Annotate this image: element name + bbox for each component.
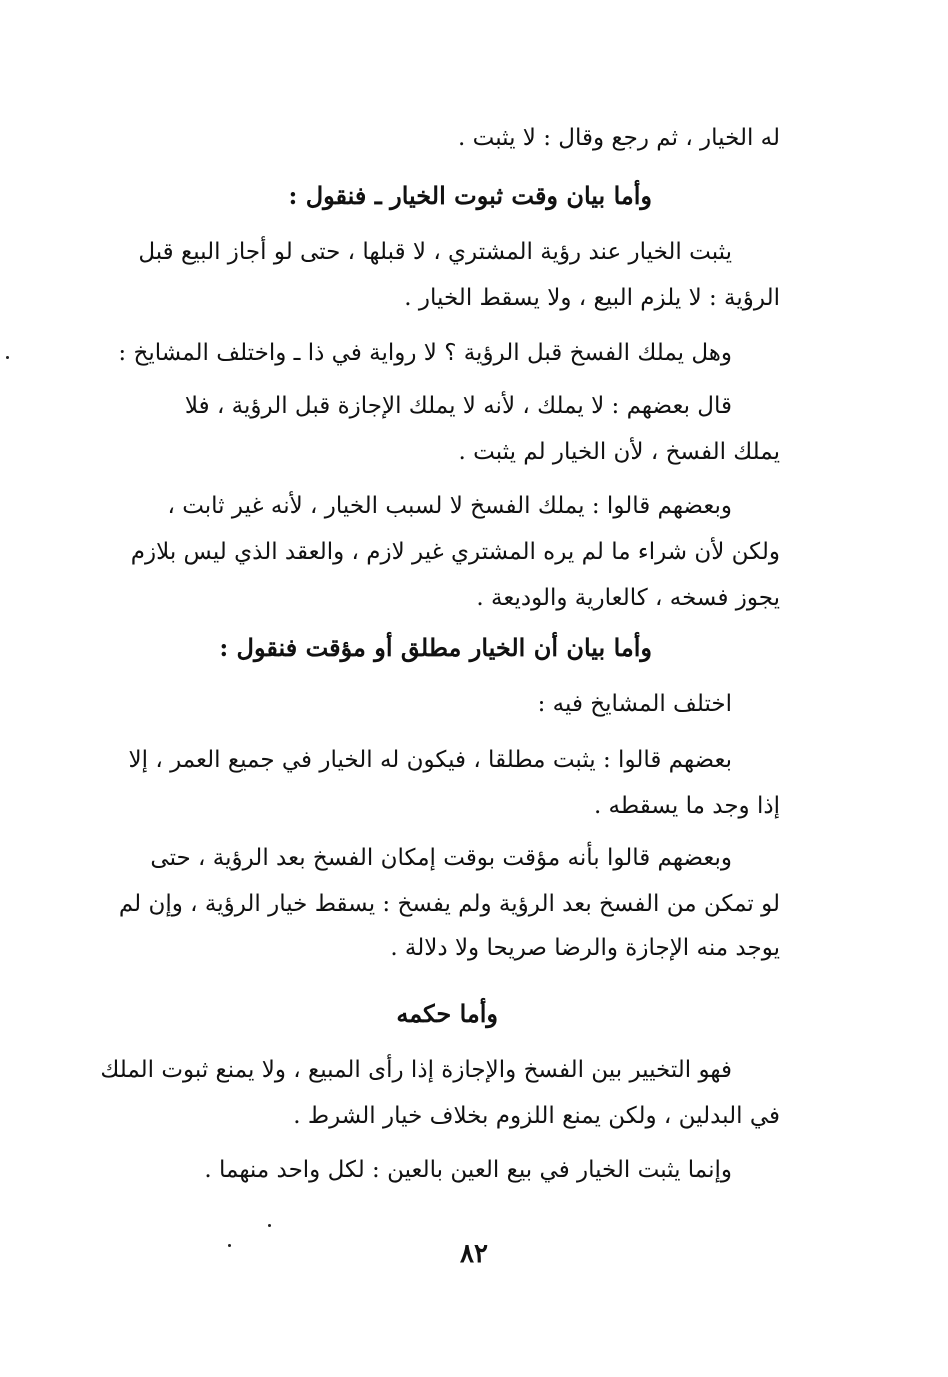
section-heading: وأما بيان أن الخيار مطلق أو مؤقت فنقول : [219,633,652,662]
scan-speck [228,1244,231,1247]
section-heading: وأما حكمه [396,999,498,1028]
text-line: وبعضهم قالوا : يملك الفسخ لا لسبب الخيار ، لأنه غير ثابت ، [167,493,732,519]
text-line: إذا وجد ما يسقطه . [593,793,780,819]
text-line: لو تمكن من الفسخ بعد الرؤية ولم يفسخ : يسقط خيار الرؤية ، وإن لم [118,891,780,917]
text-line: يوجد منه الإجازة والرضا صريحا ولا دلالة . [390,935,780,961]
scan-speck [6,356,9,359]
text-line: يملك الفسخ ، لأن الخيار لم يثبت . [458,439,780,465]
section-heading: وأما بيان وقت ثبوت الخيار ـ فنقول : [288,181,652,210]
page-number: ٨٢ [460,1239,488,1269]
text-line: له الخيار ، ثم رجع وقال : لا يثبت . [458,125,780,151]
text-line: قال بعضهم : لا يملك ، لأنه لا يملك الإجازة قبل الرؤية ، فلا [184,393,732,419]
text-line: ولكن لأن شراء ما لم يره المشتري غير لازم ، والعقد الذي ليس بلازم [130,539,780,565]
scan-speck [268,1224,271,1227]
text-line: فهو التخيير بين الفسخ والإجازة إذا رأى المبيع ، ولا يمنع ثبوت الملك [100,1057,732,1083]
text-line: يثبت الخيار عند رؤية المشتري ، لا قبلها ، حتى لو أجاز البيع قبل [138,239,732,265]
text-line: اختلف المشايخ فيه : [537,691,732,717]
text-line: وإنما يثبت الخيار في بيع العين بالعين : لكل واحد منهما . [204,1157,732,1183]
text-line: بعضهم قالوا : يثبت مطلقا ، فيكون له الخيار في جميع العمر ، إلا [128,747,732,773]
text-line: وهل يملك الفسخ قبل الرؤية ؟ لا رواية في ذا ـ واختلف المشايخ : [118,340,732,366]
text-line: وبعضهم قالوا بأنه مؤقت بوقت إمكان الفسخ بعد الرؤية ، حتى [150,845,732,871]
text-line: في البدلين ، ولكن يمنع اللزوم بخلاف خيار الشرط . [293,1103,780,1129]
text-line: الرؤية : لا يلزم البيع ، ولا يسقط الخيار . [404,285,780,311]
text-line: يجوز فسخه ، كالعارية والوديعة . [476,585,780,611]
